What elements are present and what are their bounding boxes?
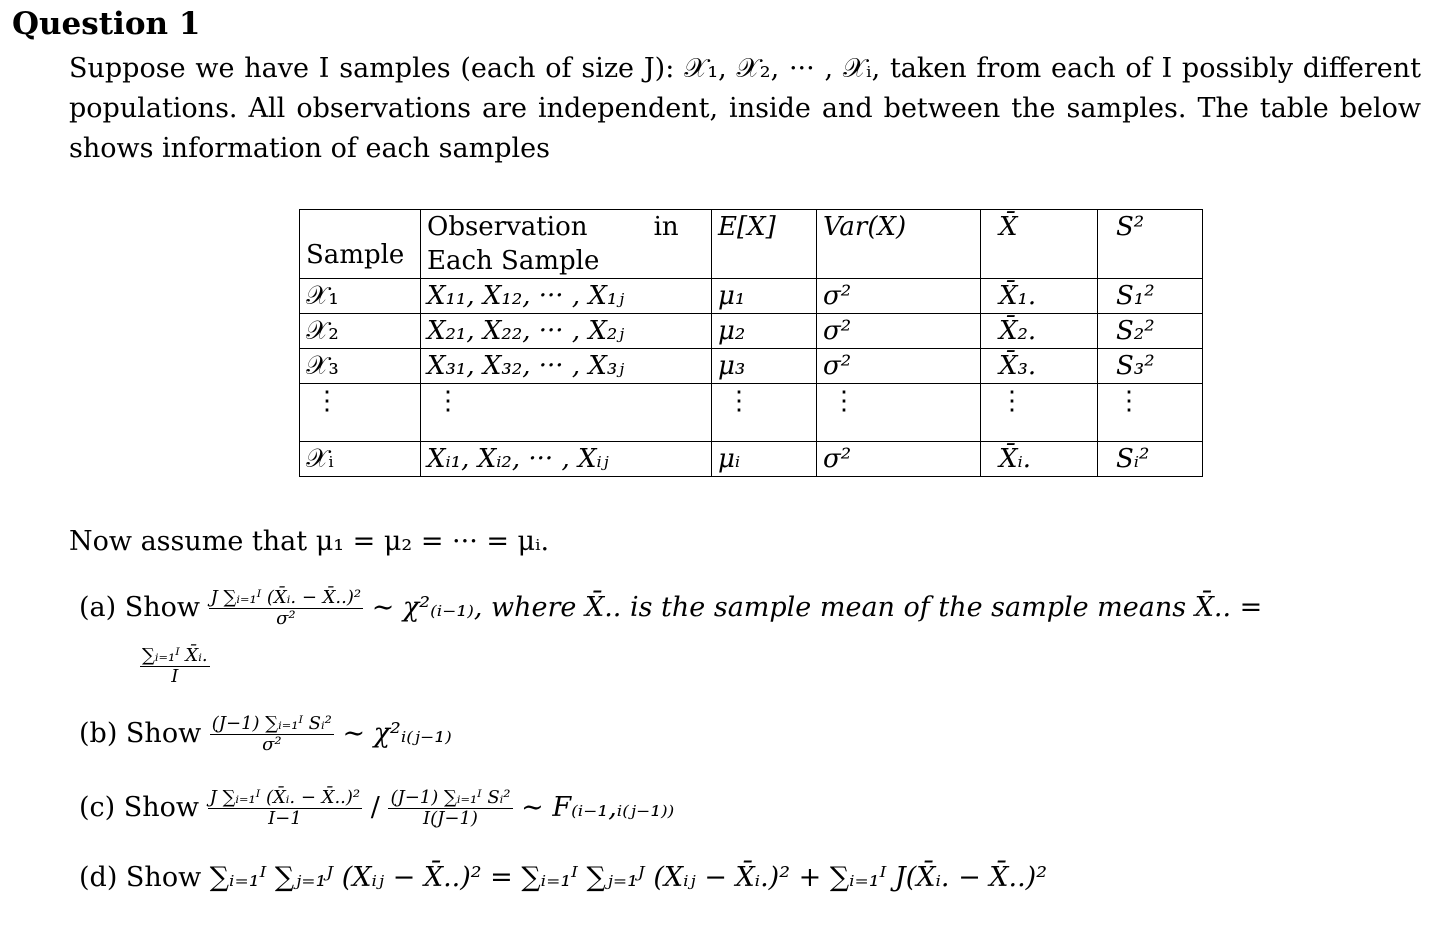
part-d-expression: ∑ᵢ₌₁ᴵ ∑ⱼ₌₁ᴶ (Xᵢⱼ − X̄..)² = ∑ᵢ₌₁ᴵ ∑ⱼ₌₁ᴶ (Xᵢⱼ − X̄ᵢ.)² + ∑ᵢ₌₁ᴵ J(X̄ᵢ. − X̄..)² [209, 862, 1048, 893]
part-a-continued [140, 646, 210, 687]
part-b-numerator: (J−1) ∑ᵢ₌₁ᴵ Sᵢ² [211, 713, 332, 734]
intro-paragraph: Suppose we have I samples (each of size J): 𝒳₁, 𝒳₂, ··· , 𝒳ᵢ, taken from each of I possibly different populations. All observations are independent, inside and between the samples. The table below shows information of each samples [69, 53, 1421, 164]
cell-sample-variance: ⋮ [1098, 384, 1203, 442]
cell-sample: 𝒳₃ [300, 349, 421, 384]
part-c-denominator-2: I(J−1) [423, 808, 478, 829]
cell-observations: ⋮ [421, 384, 712, 442]
header-sample-variance: S² [1098, 210, 1203, 279]
cell-sample: 𝒳₁ [300, 279, 421, 314]
part-c-denominator-1: I−1 [268, 808, 302, 829]
cell-sample-variance: Sᵢ² [1098, 442, 1203, 477]
part-b-statement: ∼ χ²ᵢ₍ⱼ₋₁₎ [342, 718, 452, 749]
part-d [79, 862, 1047, 893]
cell-mean: ⋮ [712, 384, 817, 442]
header-variance: Var(X) [817, 210, 981, 279]
part-c-label: (c) Show [79, 792, 200, 823]
part-a [79, 588, 1262, 629]
cell-variance: σ² [817, 314, 981, 349]
header-observation-line2: Each Sample [427, 246, 600, 276]
header-observation-line1: Observation in [427, 212, 679, 242]
table-row [300, 314, 1203, 349]
cell-sample-mean: X̄₃. [981, 349, 1098, 384]
table-row-ellipsis [300, 384, 1203, 442]
part-c-separator: / [370, 792, 380, 823]
cell-mean: μ₃ [712, 349, 817, 384]
part-d-label: (d) Show [79, 862, 202, 893]
cell-observations: X₃₁, X₃₂, ··· , X₃ⱼ [421, 349, 712, 384]
cell-sample-variance: S₁² [1098, 279, 1203, 314]
part-b-label: (b) Show [79, 718, 202, 749]
cell-variance: σ² [817, 279, 981, 314]
part-b-fraction [210, 714, 334, 755]
part-a-mean-numerator: ∑ᵢ₌₁ᴵ X̄ᵢ. [142, 645, 208, 666]
header-observation [421, 210, 712, 279]
cell-variance: σ² [817, 442, 981, 477]
cell-mean: μᵢ [712, 442, 817, 477]
part-b-denominator: σ² [262, 734, 282, 755]
cell-mean: μ₂ [712, 314, 817, 349]
cell-sample-mean: X̄₁. [981, 279, 1098, 314]
part-a-mean-denominator: I [171, 666, 179, 687]
samples-table [299, 209, 1203, 477]
part-a-label: (a) Show [79, 592, 200, 623]
cell-variance: σ² [817, 349, 981, 384]
question-heading: Question 1 [12, 6, 201, 42]
part-c-numerator-2: (J−1) ∑ᵢ₌₁ᴵ Sᵢ² [390, 787, 511, 808]
part-c-statement: ∼ F₍ᵢ₋₁,ᵢ₍ⱼ₋₁₎₎ [521, 792, 675, 823]
part-a-denominator: σ² [276, 608, 296, 629]
part-c-fraction-2 [388, 788, 512, 829]
table-row [300, 349, 1203, 384]
part-c-fraction-1 [208, 788, 363, 829]
table-row [300, 442, 1203, 477]
assumption-line: Now assume that μ₁ = μ₂ = ··· = μᵢ. [69, 526, 550, 557]
cell-sample-variance: S₂² [1098, 314, 1203, 349]
cell-sample: 𝒳₂ [300, 314, 421, 349]
cell-sample: 𝒳ᵢ [300, 442, 421, 477]
cell-sample-mean: X̄₂. [981, 314, 1098, 349]
cell-sample-variance: S₃² [1098, 349, 1203, 384]
table-header-row [300, 210, 1203, 279]
cell-variance: ⋮ [817, 384, 981, 442]
part-a-mean-fraction [140, 646, 210, 687]
cell-observations: Xᵢ₁, Xᵢ₂, ··· , Xᵢⱼ [421, 442, 712, 477]
part-a-fraction [209, 588, 364, 629]
part-c [79, 788, 674, 829]
header-sample: Sample [300, 210, 421, 279]
part-a-statement: ∼ χ²₍ᵢ₋₁₎, where X̄.. is the sample mean of the sample means X̄.. = [371, 592, 1263, 623]
part-a-numerator: J ∑ᵢ₌₁ᴵ (X̄ᵢ. − X̄..)² [210, 587, 362, 608]
cell-sample: ⋮ [300, 384, 421, 442]
cell-sample-mean: X̄ᵢ. [981, 442, 1098, 477]
header-mean: E[X] [712, 210, 817, 279]
cell-observations: X₁₁, X₁₂, ··· , X₁ⱼ [421, 279, 712, 314]
part-c-numerator-1: J ∑ᵢ₌₁ᴵ (X̄ᵢ. − X̄..)² [209, 787, 361, 808]
cell-mean: μ₁ [712, 279, 817, 314]
part-b [79, 714, 452, 755]
header-sample-mean: X̄ [981, 210, 1098, 279]
cell-observations: X₂₁, X₂₂, ··· , X₂ⱼ [421, 314, 712, 349]
cell-sample-mean: ⋮ [981, 384, 1098, 442]
table-row [300, 279, 1203, 314]
